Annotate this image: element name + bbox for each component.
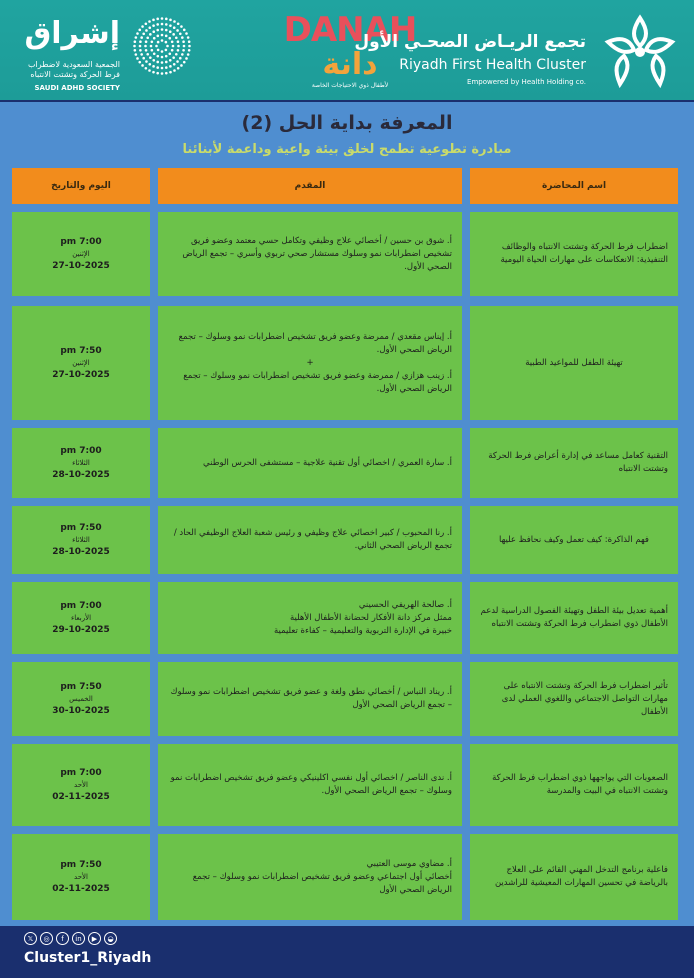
adhd-org-line-1: الجمعية السعودية لاضطراب xyxy=(27,60,120,69)
page-subtitle: مبادرة تطوعية تطمح لخلق بيئة واعية وداعمة لأبنائنا xyxy=(182,142,512,157)
lecture-cell: فاعلية برنامج التدخل المهني القائم على العلاج بالرياضة في تحسين المهارات المعيشية للراشدين xyxy=(470,834,678,920)
header-banner xyxy=(0,0,694,100)
session-day: الأحد xyxy=(74,781,88,789)
session-time: 7:00 pm xyxy=(60,601,102,611)
x-icon[interactable]: 𝕏 xyxy=(24,932,37,945)
presenter-line: أ. ندى الناصر / اخصائي أول نفسي اكلينيكي وعضو فريق تشخيص اضطرابات نمو وسلوك – تجمع الرياض الصحي الأول. xyxy=(170,773,452,796)
instagram-icon[interactable]: ◎ xyxy=(40,932,53,945)
lecture-cell: تأثير اضطراب فرط الحركة وتشتت الانتباه على مهارات التواصل الاجتماعي واللغوي العملي لدى الأطفال xyxy=(470,662,678,736)
column-header-presenter: المقدم xyxy=(158,168,462,204)
presenter-line: أ. سارة العمري / اخصائي أول تقنية علاجية – مستشفى الحرس الوطني xyxy=(203,457,452,468)
column-header-date: اليوم والتاريخ xyxy=(12,168,150,204)
schedule-panel xyxy=(0,102,694,926)
presenter-cell xyxy=(158,662,462,736)
footer xyxy=(0,926,694,978)
session-time: 7:00 pm xyxy=(60,237,102,247)
session-time: 7:50 pm xyxy=(60,523,102,533)
danah-logo-tagline: لأطفال ذوي الاحتياجات الخاصة xyxy=(311,82,389,89)
lecture-cell: التقنية كعامل مساعد في إدارة أعراض فرط الحركة وتشتت الانتباه xyxy=(470,428,678,498)
session-time: 7:00 pm xyxy=(60,446,102,456)
session-time: 7:00 pm xyxy=(60,768,102,778)
presenter-line: أ. ريناد النباس / أخصائي نطق ولغة و عضو فريق تشخيص اضطرابات نمو وسلوك – تجمع الرياض الصحي الأول xyxy=(170,687,452,710)
presenter-line: أ. زينب هزازي / ممرضة وعضو فريق تشخيص اضطرابات نمو وسلوك – تجمع الرياض الصحي الأول. xyxy=(183,370,452,394)
lecture-cell: تهيئة الطفل للمواعيد الطبية xyxy=(470,306,678,420)
cluster-star-icon xyxy=(600,12,680,92)
presenter-line: + xyxy=(306,357,314,368)
presenter-line: ممثل مركز دانة الأفكار لحضانة الأطفال الأهلية xyxy=(289,612,452,623)
presenter-cell xyxy=(158,212,462,296)
danah-logo-en: DANAH xyxy=(283,10,417,50)
cluster-tagline: Empowered by Health Holding co. xyxy=(467,78,586,86)
presenter-cell xyxy=(158,428,462,498)
presenter-cell xyxy=(158,834,462,920)
session-day: الأحد xyxy=(74,873,88,881)
session-date: 28-10-2025 xyxy=(52,470,110,480)
danah-logo-ar: دانة xyxy=(322,47,378,82)
session-date: 02-11-2025 xyxy=(52,884,110,894)
adhd-logo-wordmark: إشراق xyxy=(24,16,120,51)
dots-circle-icon xyxy=(132,16,192,76)
date-cell xyxy=(12,428,150,498)
date-cell xyxy=(12,306,150,420)
session-day: الثلاثاء xyxy=(72,536,90,544)
social-icons xyxy=(24,932,117,945)
presenter-line: أ. إيناس مقعدي / ممرضة وعضو فريق تشخيص اضطرابات نمو وسلوك – تجمع الرياض الصحي الأول. xyxy=(178,331,452,355)
column-header-lecture: اسم المحاضرة xyxy=(470,168,678,204)
presenter-cell xyxy=(158,506,462,574)
linkedin-icon[interactable]: in xyxy=(72,932,85,945)
page-title: المعرفة بداية الحل (2) xyxy=(241,112,453,134)
session-day: الأربعاء xyxy=(70,614,92,622)
date-cell xyxy=(12,662,150,736)
presenter-line: أخصائي أول اجتماعي وعضو فريق تشخيص اضطرابات نمو وسلوك – تجمع الرياض الصحي الأول xyxy=(192,871,452,895)
session-day: الإثنين xyxy=(72,250,90,258)
cluster-name-ar: تجمع الريـاض الصحـي الأول xyxy=(354,32,586,52)
session-date: 02-11-2025 xyxy=(52,792,110,802)
presenter-cell xyxy=(158,582,462,654)
presenter-line: أ. صالحة الهريفي الحسيني xyxy=(358,599,452,610)
presenter-line: خبيرة في الإدارة التربوية والتعليمية – كفاءة تعليمية xyxy=(273,625,452,636)
lecture-cell: اضطراب فرط الحركة وتشتت الانتباه والوظائف التنفيذية: الانعكاسات على مهارات الحياة اليومية xyxy=(470,212,678,296)
cluster-logo xyxy=(354,12,686,92)
session-time: 7:50 pm xyxy=(60,860,102,870)
session-day: الإثنين xyxy=(72,359,90,367)
date-cell xyxy=(12,582,150,654)
presenter-cell xyxy=(158,306,462,420)
presenter-line: أ. مضاوي موسى العتيبي xyxy=(366,858,452,869)
presenter-cell xyxy=(158,744,462,826)
session-time: 7:50 pm xyxy=(60,682,102,692)
facebook-icon[interactable]: f xyxy=(56,932,69,945)
session-time: 7:50 pm xyxy=(60,346,102,356)
session-date: 30-10-2025 xyxy=(52,706,110,716)
adhd-org-line-2: فرط الحركة وتشتت الانتباه xyxy=(30,70,120,79)
presenter-line: أ. رنا المحبوب / كبير اخصائي علاج وظيفي و رئيس شعبة العلاج الوظيفي الحاد / تجمع الرياض الصحي الثاني. xyxy=(173,528,452,551)
date-cell xyxy=(12,744,150,826)
session-date: 28-10-2025 xyxy=(52,547,110,557)
session-date: 27-10-2025 xyxy=(52,370,110,380)
snapchat-icon[interactable]: ◒ xyxy=(104,932,117,945)
social-handle[interactable]: Cluster1_Riyadh xyxy=(24,950,152,966)
adhd-org-name-ar xyxy=(28,60,120,80)
adhd-society-logo xyxy=(12,14,192,98)
presenter-line: أ. شوق بن حسين / أخصائي علاج وظيفي وتكامل حسي معتمد وعضو فريق تشخيص اضطرابات نمو وسلوك مستشار صحي تربوي وأسري – تجمع الرياض الصحي الأول. xyxy=(182,235,452,272)
session-day: الخميس xyxy=(69,695,93,703)
session-date: 27-10-2025 xyxy=(52,261,110,271)
lecture-cell: الصعوبات التي يواجهها ذوي اضطراب فرط الحركة وتشتت الانتباه في البيت والمدرسة xyxy=(470,744,678,826)
cluster-name-en: Riyadh First Health Cluster xyxy=(399,57,586,73)
session-day: الثلاثاء xyxy=(72,459,90,467)
lecture-cell: فهم الذاكرة: كيف تعمل وكيف نحافظ عليها xyxy=(470,506,678,574)
date-cell xyxy=(12,506,150,574)
date-cell xyxy=(12,212,150,296)
session-date: 29-10-2025 xyxy=(52,625,110,635)
lecture-cell: أهمية تعديل بيئة الطفل وتهيئة الفصول الدراسية لدعم الأطفال ذوي اضطراب فرط الحركة وتشتت الانتباه xyxy=(470,582,678,654)
youtube-icon[interactable]: ▶ xyxy=(88,932,101,945)
date-cell xyxy=(12,834,150,920)
adhd-org-name-en: SAUDI ADHD SOCIETY xyxy=(34,84,120,92)
